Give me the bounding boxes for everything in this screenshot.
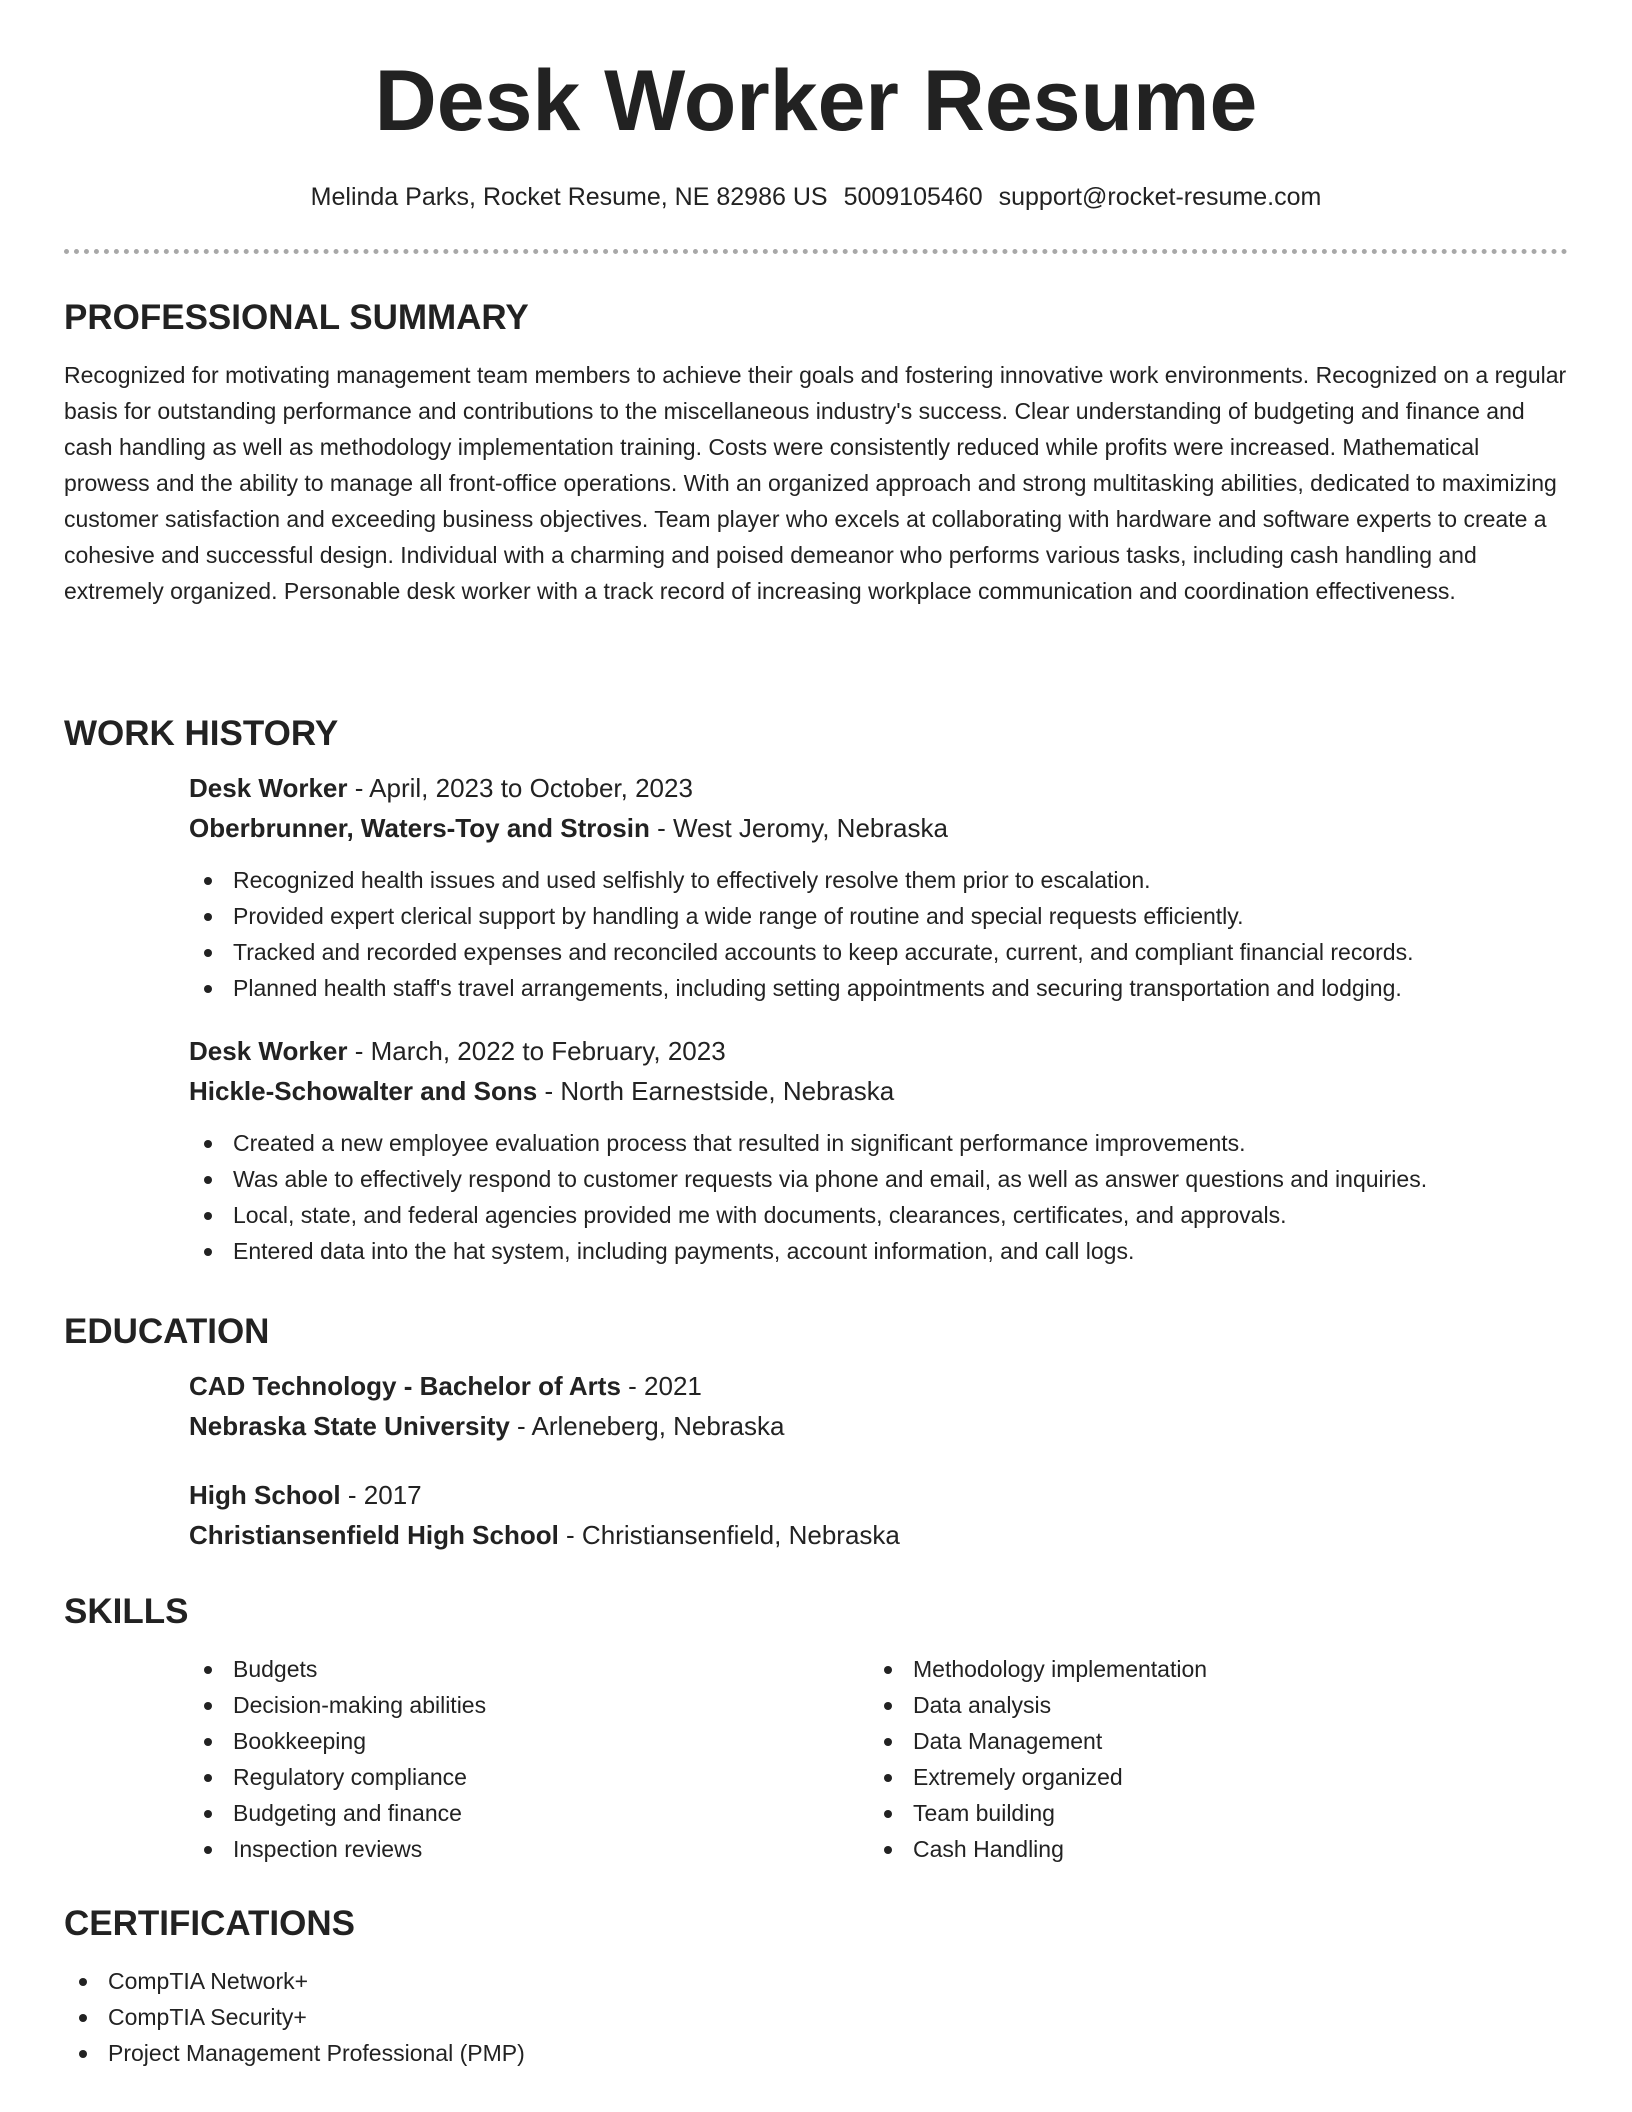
contact-email: support@rocket-resume.com [998,183,1322,211]
education-degree-line [189,1366,1568,1406]
header-divider [64,249,1568,254]
job-duty: Planned health staff's travel arrangements, including setting appointments and securing transportation and lodging. [189,970,1568,1006]
job-duty: Recognized health issues and used selfishly to effectively resolve them prior to escalation. [189,862,1568,898]
work-history-heading: WORK HISTORY [64,714,339,753]
job-duty: Created a new employee evaluation process that resulted in significant performance improvements. [189,1125,1568,1161]
job-title-line [189,768,1568,808]
skill-item: Budgeting and finance [189,1795,869,1831]
certifications-list [64,1963,1568,2071]
education-school-line [189,1515,1568,1555]
job-dates: - April, 2023 to October, 2023 [347,773,693,803]
education-entry [189,1475,1568,1555]
job-location: - North Earnestside, Nebraska [537,1076,895,1106]
education-year: - 2021 [620,1371,702,1401]
education-degree: High School [189,1480,341,1510]
job-company-line [189,1071,1568,1111]
skills-columns [189,1651,1568,1867]
job-company-line [189,808,1568,848]
job-title: Desk Worker [189,1036,348,1066]
job-title-line [189,1031,1568,1071]
certifications-section [64,1903,1568,2071]
skill-item: Decision-making abilities [189,1687,869,1723]
resume-title: Desk Worker Resume [374,53,1258,149]
summary-section [64,297,1568,609]
job-dates: - March, 2022 to February, 2023 [347,1036,726,1066]
job-title: Desk Worker [189,773,348,803]
summary-text: Recognized for motivating management team members to achieve their goals and fostering innovative work environments. Recognized on a regular basis for outstanding performance and contributions to the miscellaneous industry's success. Clear understanding of budgeting and finance and cash handling as well as methodology implementation training. Costs were consistently reduced while profits were increased. Mathematical prowess and the ability to manage all front-office operations. With an organized approach and strong multitasking abilities, dedicated to maximizing customer satisfaction and exceeding business objectives. Team player who excels at collaborating with hardware and software experts to create a cohesive and successful design. Individual with a charming and poised demeanor who performs various tasks, including cash handling and extremely organized. Personable desk worker with a track record of increasing workplace communication and coordination effectiveness. [64,362,1567,604]
skill-item: Team building [869,1795,1549,1831]
education-entry [189,1366,1568,1446]
work-history-section [64,713,1568,1269]
education-school: Nebraska State University [189,1411,510,1441]
skill-item: Extremely organized [869,1759,1549,1795]
certification-item: CompTIA Security+ [64,1999,1568,2035]
job-duty: Entered data into the hat system, including payments, account information, and call logs. [189,1233,1568,1269]
skill-item: Regulatory compliance [189,1759,869,1795]
skills-list-left [189,1651,869,1867]
job-duty: Was able to effectively respond to customer requests via phone and email, as well as answer questions and inquiries. [189,1161,1568,1197]
skills-section [64,1591,1568,1867]
education-location: - Christiansenfield, Nebraska [558,1520,900,1550]
skills-list-right [869,1651,1549,1867]
education-degree-line [189,1475,1568,1515]
job-duty: Local, state, and federal agencies provided me with documents, clearances, certificates, and approvals. [189,1197,1568,1233]
skill-item: Data Management [869,1723,1549,1759]
skill-item: Methodology implementation [869,1651,1549,1687]
summary-heading: PROFESSIONAL SUMMARY [64,298,529,337]
skill-item: Inspection reviews [189,1831,869,1867]
job-duties [189,1125,1568,1269]
certification-item: Project Management Professional (PMP) [64,2035,1568,2071]
education-year: - 2017 [340,1480,422,1510]
contact-phone: 5009105460 [843,183,983,211]
education-school-line [189,1406,1568,1446]
job-company: Oberbrunner, Waters-Toy and Strosin [189,813,650,843]
job-entry [189,768,1568,1006]
education-school: Christiansenfield High School [189,1520,559,1550]
job-duty: Tracked and recorded expenses and reconciled accounts to keep accurate, current, and compliant financial records. [189,934,1568,970]
job-company: Hickle-Schowalter and Sons [189,1076,538,1106]
job-location: - West Jeromy, Nebraska [649,813,948,843]
contact-line [0,182,1632,212]
contact-address: Melinda Parks, Rocket Resume, NE 82986 US [310,183,828,211]
skill-item: Cash Handling [869,1831,1549,1867]
skill-item: Budgets [189,1651,869,1687]
skill-item: Data analysis [869,1687,1549,1723]
education-location: - Arleneberg, Nebraska [509,1411,785,1441]
education-section [64,1311,1568,1555]
certification-item: CompTIA Network+ [64,1963,1568,1999]
job-entry [189,1031,1568,1269]
job-duties [189,862,1568,1006]
skill-item: Bookkeeping [189,1723,869,1759]
certifications-heading: CERTIFICATIONS [64,1904,356,1943]
education-heading: EDUCATION [64,1312,270,1351]
job-duty: Provided expert clerical support by handling a wide range of routine and special requests efficiently. [189,898,1568,934]
skills-heading: SKILLS [64,1592,189,1631]
education-degree: CAD Technology - Bachelor of Arts [189,1371,621,1401]
